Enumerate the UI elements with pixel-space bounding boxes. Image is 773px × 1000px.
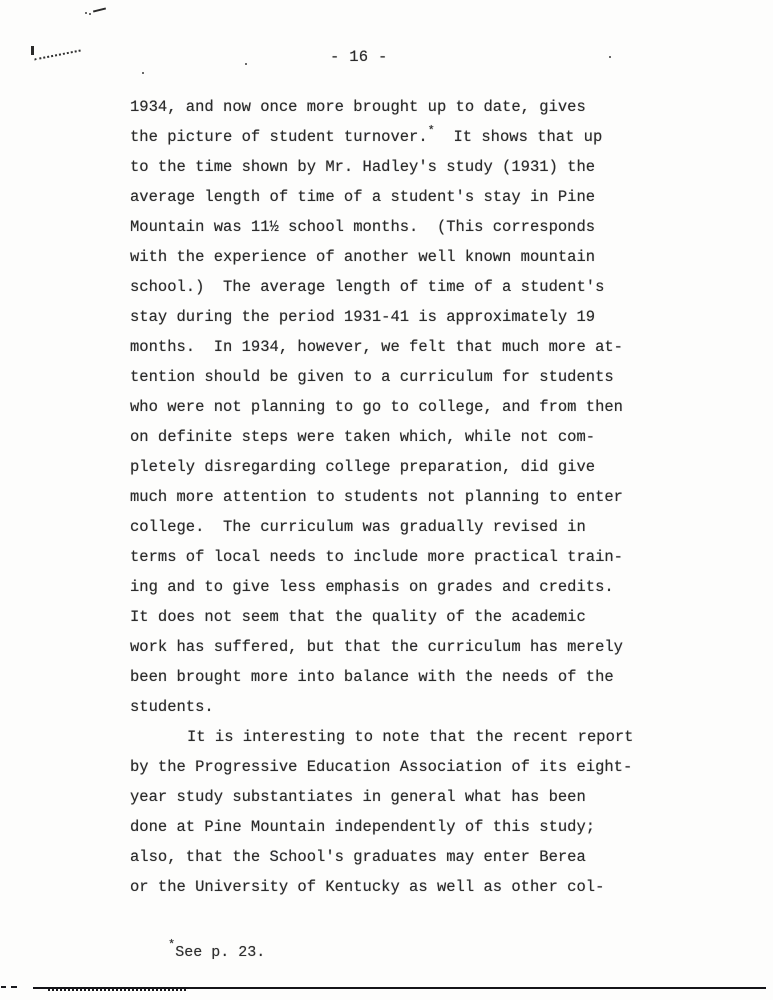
- pen-mark: [93, 7, 106, 12]
- text-line: to the time shown by Mr. Hadley's study (1931) the: [130, 158, 596, 176]
- text-line: or the University of Kentucky as well as other col-: [130, 878, 605, 896]
- text-line: by the Progressive Education Association of its eight-: [130, 758, 633, 776]
- text-line: months. In 1934, however, we felt that much more at-: [130, 338, 623, 356]
- pen-scratch: [34, 50, 81, 61]
- scan-edge-dash: [11, 986, 17, 988]
- scan-speck: [609, 56, 611, 58]
- text-line: much more attention to students not planning to enter: [130, 488, 623, 506]
- text-line: been brought more into balance with the needs of the: [130, 668, 614, 686]
- text-line: terms of local needs to include more practical train-: [130, 548, 623, 566]
- body-text: [130, 92, 670, 902]
- text-line: on definite steps were taken which, while not com-: [130, 428, 596, 446]
- scan-edge-dotted-line: [48, 989, 186, 991]
- text-line: 1934, and now once more brought up to date, gives: [130, 98, 586, 116]
- text-line: ing and to give less emphasis on grades and credits.: [130, 578, 614, 596]
- text-line: tention should be given to a curriculum for students: [130, 368, 614, 386]
- text-line: also, that the School's graduates may enter Berea: [130, 848, 586, 866]
- scan-speck: [245, 63, 247, 65]
- text-line: school.) The average length of time of a student's: [130, 278, 605, 296]
- text-line: who were not planning to go to college, and from then: [130, 398, 623, 416]
- footnote-marker: *: [427, 124, 435, 138]
- text-line: year study substantiates in general what has been: [130, 788, 586, 806]
- text-line: with the experience of another well known mountain: [130, 248, 596, 266]
- page-number: - 16 -: [330, 48, 388, 66]
- pen-mark: [31, 46, 34, 55]
- scan-speck: [89, 13, 91, 15]
- text-line-paragraph-start: It is interesting to note that the recent report: [187, 728, 634, 746]
- text-line: It does not seem that the quality of the academic: [130, 608, 586, 626]
- text-line: Mountain was 11½ school months. (This corresponds: [130, 218, 596, 236]
- text-segment: It shows that up: [434, 128, 603, 146]
- text-line: stay during the period 1931-41 is approximately 19: [130, 308, 596, 326]
- text-line: [130, 122, 670, 152]
- text-segment: the picture of student turnover.: [130, 128, 428, 146]
- scan-edge-dash: [1, 986, 6, 988]
- text-line: work has suffered, but that the curriculum has merely: [130, 638, 623, 656]
- text-line: college. The curriculum was gradually revised in: [130, 518, 586, 536]
- text-line: pletely disregarding college preparation, did give: [130, 458, 596, 476]
- footnote-marker: *: [168, 938, 176, 952]
- text-line: done at Pine Mountain independently of this study;: [130, 818, 596, 836]
- footnote-text: See p. 23.: [175, 944, 266, 961]
- footnote: [168, 938, 266, 961]
- scan-speck: [142, 72, 144, 74]
- scan-speck: [85, 12, 87, 14]
- text-line: students.: [130, 698, 214, 716]
- text-line: average length of time of a student's stay in Pine: [130, 188, 596, 206]
